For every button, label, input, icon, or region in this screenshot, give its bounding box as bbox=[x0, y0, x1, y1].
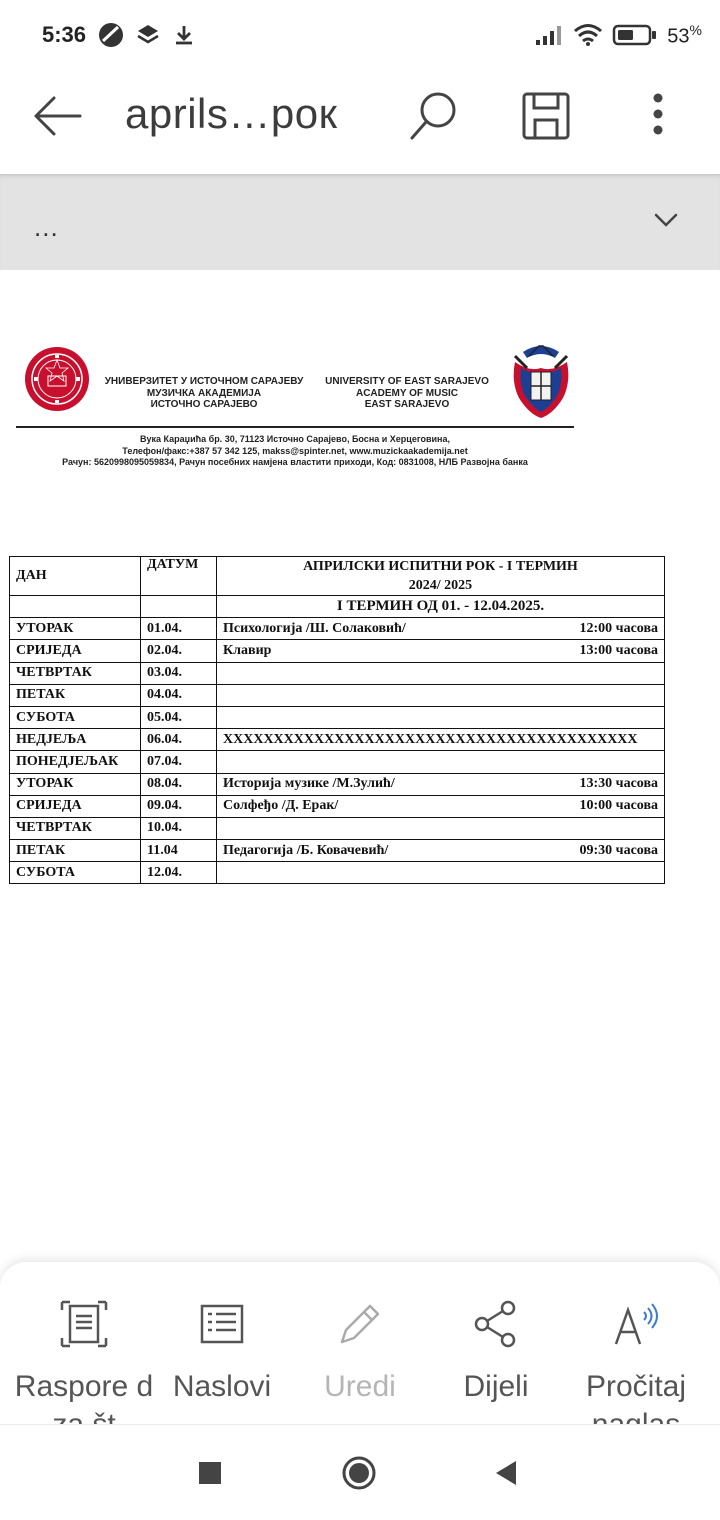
battery-icon bbox=[613, 24, 657, 46]
row-date: 06.04. bbox=[141, 729, 217, 751]
action-label: Pročitaj bbox=[585, 1370, 687, 1403]
exam-schedule-table bbox=[9, 556, 665, 884]
row-subject-cell bbox=[217, 662, 665, 684]
action-label: Naslovi bbox=[172, 1370, 272, 1403]
row-date: 09.04. bbox=[141, 795, 217, 817]
app-bar bbox=[0, 70, 720, 174]
more-vert-icon[interactable] bbox=[640, 90, 676, 142]
back-arrow-icon[interactable] bbox=[30, 92, 84, 140]
document-title: aprils…рок bbox=[125, 90, 338, 137]
row-subject-cell bbox=[217, 684, 665, 706]
status-bar bbox=[0, 0, 720, 70]
row-subject-cell bbox=[217, 795, 665, 817]
row-time: 12:00 часова bbox=[579, 620, 658, 636]
row-subject: Солфеђо /Д. Ерак/ bbox=[223, 798, 339, 814]
row-subject-cell bbox=[217, 817, 665, 839]
row-date: 05.04. bbox=[141, 706, 217, 728]
table-row bbox=[10, 618, 665, 640]
row-date: 01.04. bbox=[141, 618, 217, 640]
action-label: Uredi bbox=[324, 1370, 396, 1403]
table-row bbox=[10, 640, 665, 662]
header-date: ДАТУМ bbox=[141, 557, 217, 596]
row-day: ПЕТАК bbox=[10, 840, 141, 862]
row-subject: Историја музике /М.Зулић/ bbox=[223, 776, 395, 792]
letterhead-left-text: УНИВЕРЗИТЕТ У ИСТОЧНОМ САРАЈЕВУ МУЗИЧКА АКАДЕМИЈА ИСТОЧНО САРАЈЕВО bbox=[104, 376, 304, 410]
row-day: УТОРАК bbox=[10, 618, 141, 640]
letterhead-divider bbox=[16, 426, 574, 428]
row-day: УТОРАК bbox=[10, 773, 141, 795]
table-row bbox=[10, 684, 665, 706]
status-system-icons bbox=[535, 22, 702, 49]
pencil-icon bbox=[334, 1298, 386, 1350]
row-date: 02.04. bbox=[141, 640, 217, 662]
row-day: ПЕТАК bbox=[10, 684, 141, 706]
row-time: 13:00 часова bbox=[579, 642, 658, 658]
search-icon[interactable] bbox=[406, 88, 462, 144]
info-ellipsis: ... bbox=[34, 212, 59, 242]
row-day: СРИЈЕДА bbox=[10, 795, 141, 817]
row-subject: Психологија /Ш. Солаковић/ bbox=[223, 620, 406, 636]
header-day: ДАН bbox=[10, 557, 141, 596]
download-icon bbox=[172, 23, 196, 47]
term-row bbox=[10, 596, 665, 618]
action-headings[interactable] bbox=[152, 1298, 292, 1428]
action-page-layout[interactable] bbox=[14, 1298, 154, 1428]
headings-list-icon bbox=[196, 1298, 248, 1350]
row-day: СУБОТА bbox=[10, 862, 141, 884]
row-date: 10.04. bbox=[141, 817, 217, 839]
row-date: 07.04. bbox=[141, 751, 217, 773]
page-layout-icon bbox=[58, 1298, 110, 1350]
row-subject-cell bbox=[217, 729, 665, 751]
table-row bbox=[10, 795, 665, 817]
save-icon[interactable] bbox=[520, 90, 572, 142]
action-read-aloud[interactable] bbox=[566, 1298, 706, 1428]
system-nav-bar bbox=[0, 1424, 720, 1520]
action-label: Raspore d bbox=[14, 1370, 154, 1403]
vpn-globe-icon bbox=[98, 22, 124, 48]
row-subject-cell bbox=[217, 751, 665, 773]
table-row bbox=[10, 706, 665, 728]
battery-percent: 53% bbox=[667, 22, 702, 48]
table-row bbox=[10, 773, 665, 795]
action-label: Dijeli bbox=[463, 1370, 529, 1403]
table-row bbox=[10, 751, 665, 773]
row-subject-cell bbox=[217, 640, 665, 662]
row-subject-cell bbox=[217, 773, 665, 795]
academy-crest-icon bbox=[509, 342, 573, 420]
row-time: 13:30 часова bbox=[579, 776, 658, 792]
row-day: СРИЈЕДА bbox=[10, 640, 141, 662]
layers-icon bbox=[136, 23, 160, 47]
action-share[interactable] bbox=[426, 1298, 566, 1428]
action-edit[interactable] bbox=[290, 1298, 430, 1428]
term-label: I ТЕРМИН ОД 01. - 12.04.2025. bbox=[217, 596, 665, 618]
row-subject-cell bbox=[217, 862, 665, 884]
letterhead-right-text: UNIVERSITY OF EAST SARAJEVO ACADEMY OF MUSIC EAST SARAJEVO bbox=[325, 376, 489, 410]
signal-icon bbox=[535, 24, 563, 46]
row-time: 09:30 часова bbox=[579, 842, 658, 858]
table-row bbox=[10, 662, 665, 684]
document-info-bar[interactable] bbox=[0, 174, 720, 270]
letterhead bbox=[16, 342, 574, 477]
row-subject-cell bbox=[217, 706, 665, 728]
share-icon bbox=[470, 1298, 522, 1350]
row-date: 03.04. bbox=[141, 662, 217, 684]
row-date: 12.04. bbox=[141, 862, 217, 884]
document-page[interactable] bbox=[0, 270, 720, 1260]
row-subject: XXXXXXXXXXXXXXXXXXXXXXXXXXXXXXXXXXXXXXXXX bbox=[223, 731, 638, 747]
table-row bbox=[10, 817, 665, 839]
row-day: НЕДЈЕЉА bbox=[10, 729, 141, 751]
row-day: ПОНЕДЈЕЉАК bbox=[10, 751, 141, 773]
row-date: 08.04. bbox=[141, 773, 217, 795]
row-subject: Клавир bbox=[223, 642, 272, 658]
row-day: СУБОТА bbox=[10, 706, 141, 728]
table-row bbox=[10, 840, 665, 862]
status-time: 5:36 bbox=[42, 22, 87, 47]
university-seal-icon bbox=[24, 346, 90, 412]
row-subject-cell bbox=[217, 618, 665, 640]
row-time: 10:00 часова bbox=[579, 798, 658, 814]
read-aloud-icon bbox=[610, 1298, 662, 1350]
home-circle-icon[interactable] bbox=[341, 1455, 377, 1491]
header-title: АПРИЛСКИ ИСПИТНИ РОК - I ТЕРМИН 2024/ 2025 bbox=[217, 557, 665, 596]
recents-square-icon[interactable] bbox=[192, 1455, 228, 1491]
row-day: ЧЕТВРТАК bbox=[10, 662, 141, 684]
letterhead-address: Вука Караџића бр. 30, 71123 Источно Сарајево, Босна и Херцеговина, Телефон/факс:+387 57 342 125, makss@spinter.net, www.muzickaakademija.net Рачун: 5620998095059834, Рачун посебних намјена властити приходи, Код: 0831008, НЛБ Развојна банка bbox=[62, 434, 528, 467]
back-triangle-icon[interactable] bbox=[490, 1455, 526, 1491]
row-date: 11.04 bbox=[141, 840, 217, 862]
table-row bbox=[10, 729, 665, 751]
row-subject-cell bbox=[217, 840, 665, 862]
bottom-action-sheet bbox=[0, 1262, 720, 1424]
wifi-icon bbox=[573, 23, 603, 47]
table-row bbox=[10, 862, 665, 884]
row-date: 04.04. bbox=[141, 684, 217, 706]
row-subject: Педагогија /Б. Ковачевић/ bbox=[223, 842, 389, 858]
row-day: ЧЕТВРТАК bbox=[10, 817, 141, 839]
table-header-row bbox=[10, 557, 665, 596]
status-notification-icons bbox=[98, 22, 196, 48]
chevron-down-icon[interactable] bbox=[652, 206, 680, 234]
